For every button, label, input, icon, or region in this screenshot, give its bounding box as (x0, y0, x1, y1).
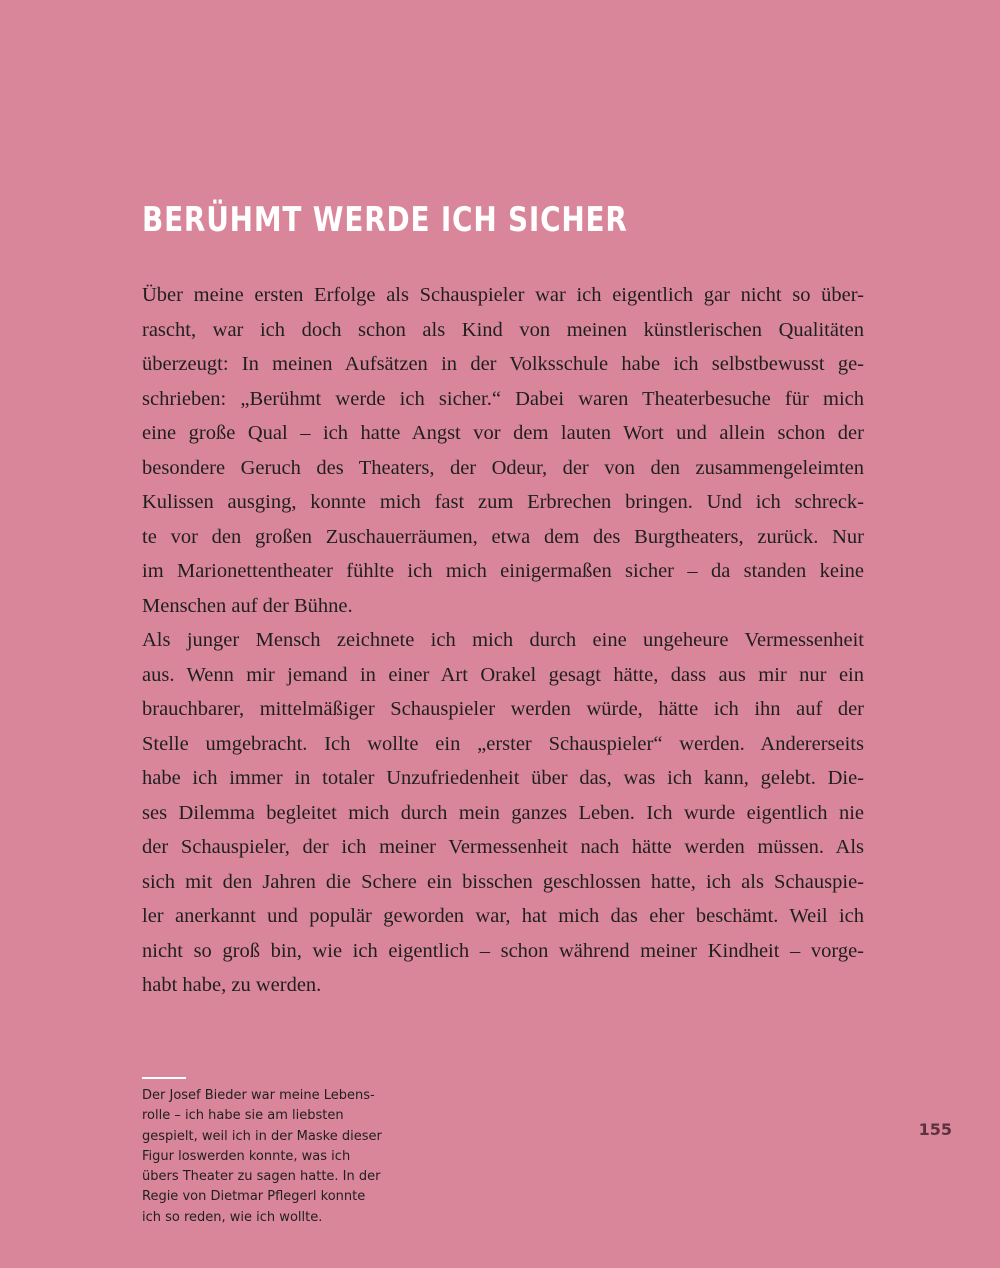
body-line: ses Dilemma begleitet mich durch mein ganzes Leben. Ich wurde eigentlich nie (142, 801, 864, 824)
caption-divider (142, 1077, 186, 1079)
body-line: ler anerkannt und populär geworden war, hat mich das eher beschämt. Weil ich (142, 905, 864, 927)
caption-line: Regie von Dietmar Pflegerl konnte (142, 1189, 366, 1205)
caption-line: ich so reden, wie ich wollte. (142, 1209, 323, 1225)
body-text (142, 278, 864, 1003)
section-heading: BERÜHMT WERDE ICH SICHER (142, 200, 628, 240)
body-line: nicht so groß bin, wie ich eigentlich – schon während meiner Kindheit – vorge- (142, 939, 864, 962)
caption-line: übers Theater zu sagen hatte. In der (142, 1169, 381, 1185)
body-line: Menschen auf der Bühne. (142, 594, 353, 617)
photo-caption (142, 1086, 382, 1228)
body-line: im Marionettentheater fühlte ich mich einigermaßen sicher – da standen keine (142, 560, 864, 582)
caption-line: Der Josef Bieder war meine Lebens- (142, 1088, 375, 1103)
body-line: Kulissen ausging, konnte mich fast zum Erbrechen bringen. Und ich schreck- (142, 491, 864, 513)
body-line: der Schauspieler, der ich meiner Vermessenheit nach hätte werden müssen. Als (142, 836, 864, 858)
body-line: überzeugt: In meinen Aufsätzen in der Volksschule habe ich selbstbewusst ge- (142, 353, 864, 375)
body-line: besondere Geruch des Theaters, der Odeur, der von den zusammengeleimten (142, 456, 864, 479)
body-line: sich mit den Jahren die Schere ein bisschen geschlossen hatte, ich als Schauspie- (142, 870, 864, 893)
body-line: Stelle umgebracht. Ich wollte ein „erster Schauspieler“ werden. Andererseits (142, 732, 864, 755)
body-line: Als junger Mensch zeichnete ich mich durch eine ungeheure Vermessenheit (142, 629, 864, 651)
body-line: rascht, war ich doch schon als Kind von meinen künstlerischen Qualitäten (142, 318, 864, 341)
body-line: brauchbarer, mittelmäßiger Schauspieler werden würde, hätte ich ihn auf der (142, 698, 864, 720)
body-line: schrieben: „Berühmt werde ich sicher.“ Dabei waren Theaterbesuche für mich (142, 387, 864, 410)
body-line: habe ich immer in totaler Unzufriedenheit über das, was ich kann, gelebt. Die- (142, 767, 864, 789)
body-line: aus. Wenn mir jemand in einer Art Orakel gesagt hätte, dass aus mir nur ein (142, 663, 864, 686)
caption-line: rolle – ich habe sie am liebsten (142, 1108, 344, 1124)
body-line: eine große Qual – ich hatte Angst vor dem lauten Wort und allein schon der (142, 422, 864, 444)
caption-line: Figur loswerden konnte, was ich (142, 1148, 351, 1164)
body-line: habt habe, zu werden. (142, 974, 322, 996)
page-number: 155 (918, 1120, 952, 1139)
body-line: te vor den großen Zuschauerräumen, etwa dem des Burgtheaters, zurück. Nur (142, 525, 864, 548)
body-line: Über meine ersten Erfolge als Schauspieler war ich eigentlich gar nicht so über- (142, 284, 864, 306)
caption-line: gespielt, weil ich in der Maske dieser (142, 1128, 382, 1144)
